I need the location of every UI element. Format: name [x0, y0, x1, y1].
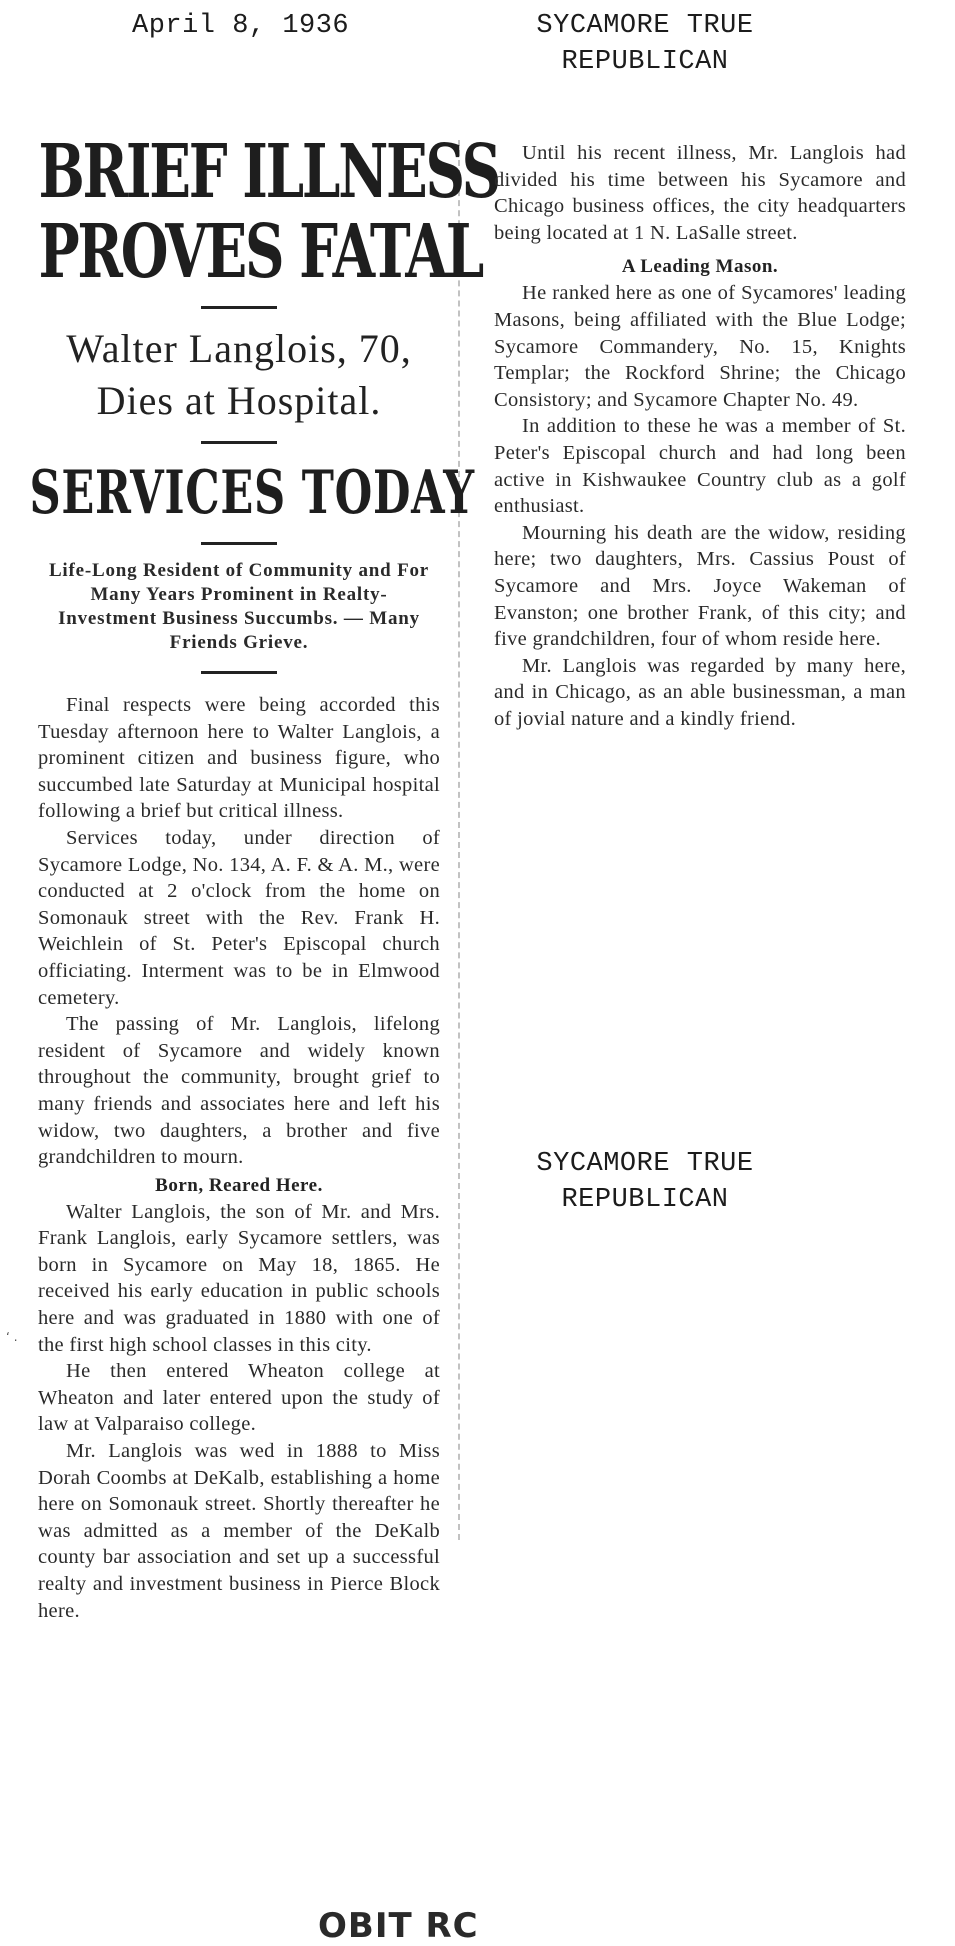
paragraph: Mourning his death are the widow, residing here; two daughters, Mrs. Cassius Poust of Sycamore and Mrs. Joyce Wakeman of Evanston; one brother Frank, of this city; and five grandchildren, four of whom reside here. — [494, 521, 906, 651]
newspaper-name-footer — [500, 1146, 790, 1218]
right-column — [494, 140, 906, 732]
rule-divider — [201, 542, 277, 545]
paragraph: The passing of Mr. Langlois, lifelong resident of Sycamore and widely known throughout the community, brought grief to many friends and associates here and left his widow, two daughters, a brother and five grandchildren to mourn. — [38, 1013, 440, 1169]
newspaper-name-line2: REPUBLICAN — [561, 47, 729, 77]
headline-line1: BRIEF ILLNESS — [38, 129, 499, 215]
subhead-leading-mason: A Leading Mason. — [621, 256, 779, 278]
paragraph: He then entered Wheaton college at Wheaton and later entered upon the study of law at Valparaiso college. — [38, 1360, 440, 1436]
paragraph: Mr. Langlois was wed in 1888 to Miss Dorah Coombs at DeKalb, establishing a home here on Somonauk street. Shortly thereafter he was admitted as a member of the DeKalb county bar association and set up a successful realty and investment business in Pierce Block here. — [38, 1440, 440, 1622]
date-stamp: April 8, 1936 — [132, 11, 350, 41]
newspaper-name-header — [500, 8, 790, 80]
rule-divider — [201, 671, 277, 674]
newspaper-name-line1: SYCAMORE TRUE — [536, 11, 754, 41]
rule-divider — [201, 306, 277, 309]
headline-services: SERVICES TODAY — [29, 458, 475, 528]
subheadline-line1: Walter Langlois, 70, — [66, 326, 412, 371]
article-body-left — [38, 692, 440, 1624]
rule-divider — [201, 441, 277, 444]
paragraph: Mr. Langlois was regarded by many here, and in Chicago, as an able businessman, a man of jovial nature and a kindly friend. — [494, 654, 906, 730]
paragraph: In addition to these he was a member of St. Peter's Episcopal church and had long been active in Kishwaukee Country club as a golf enthusiast. — [494, 415, 906, 518]
column-divider — [458, 140, 460, 1540]
paragraph: Final respects were being accorded this Tuesday afternoon here to Walter Langlois, a prominent citizen and business figure, who succumbed late Saturday at Municipal hospital following a brief but critical illness. — [38, 694, 440, 823]
paragraph: Until his recent illness, Mr. Langlois had divided his time between his Sycamore and Chicago business offices, the city headquarters being located at 1 N. LaSalle street. — [494, 142, 906, 244]
newspaper-name-line2: REPUBLICAN — [561, 1185, 729, 1215]
paragraph: Services today, under direction of Sycamore Lodge, No. 134, A. F. & A. M., were conducted at 2 o'clock from the home on Somonauk street with the Rev. Frank H. Weichlein of St. Peter's Episcopal church officiating. Interment was to be in Elmwood cemetery. — [38, 826, 440, 1009]
cropped-obit-tag: OBIT RC — [318, 1906, 479, 1946]
paragraph: Walter Langlois, the son of Mr. and Mrs. Frank Langlois, early Sycamore settlers, was born in Sycamore on May 18, 1865. He received his early education in public schools here and was graduated in 1880 with one of the first high school classes in this city. — [38, 1200, 440, 1356]
left-column — [29, 129, 499, 1624]
subheadline-line2: Dies at Hospital. — [96, 378, 382, 423]
newspaper-name-line1: SYCAMORE TRUE — [536, 1149, 754, 1179]
subhead-born-reared: Born, Reared Here. — [155, 1174, 323, 1196]
paragraph: He ranked here as one of Sycamores' leading Masons, being affiliated with the Blue Lodge; Sycamore Commandery, No. 15, Knights Templar; the Rockford Shrine; the Chicago Consistory; and Sycamore Chapter No. 49. — [494, 282, 906, 411]
scan-speck-mark: ‘ ․ — [6, 1330, 18, 1344]
headline-line2: PROVES FATAL — [38, 209, 482, 295]
article-deck: Life-Long Resident of Community and For Many Years Prominent in Realty-Investment Business Succumbs. — Many Friends Grieve. — [48, 560, 430, 653]
